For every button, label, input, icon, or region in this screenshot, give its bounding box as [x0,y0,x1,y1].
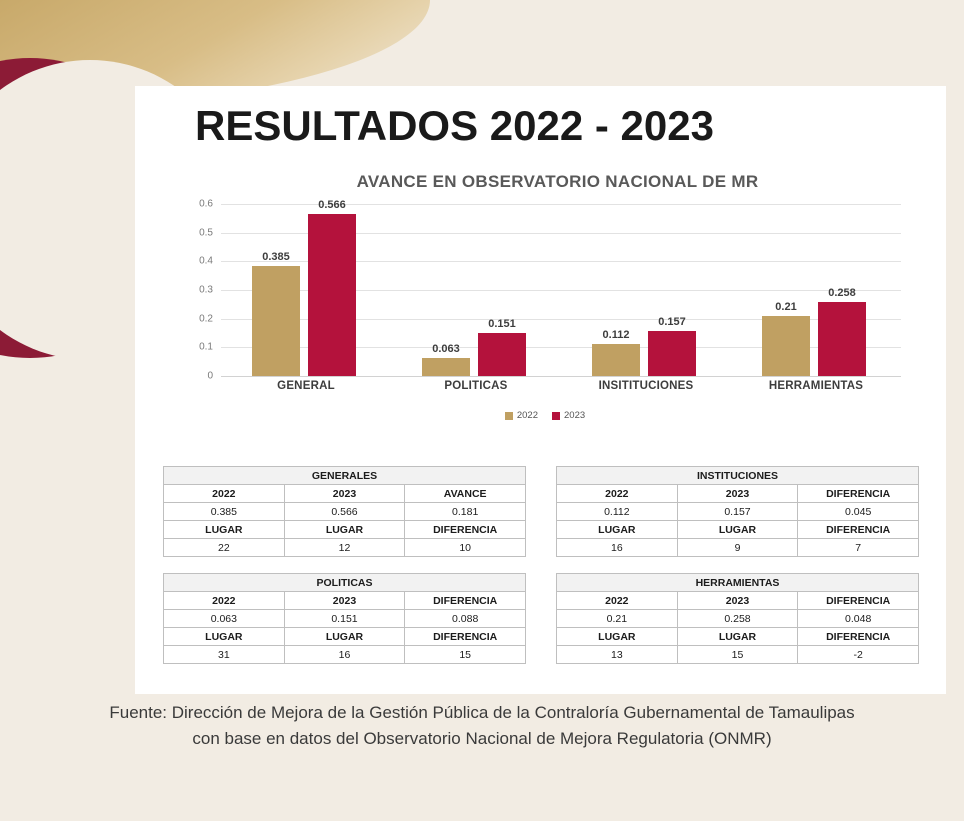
table-row [557,610,919,628]
column-header: LUGAR [557,521,678,539]
bar-2022-general [252,250,300,376]
tables-right-column [556,466,919,680]
table-row [164,539,526,557]
table-cell: 10 [405,539,526,557]
column-header: DIFERENCIA [405,628,526,646]
table-cell: 0.566 [284,503,405,521]
column-header: DIFERENCIA [798,628,919,646]
legend-item-2023 [552,410,585,421]
footer-line-2: con base en datos del Observatorio Nacional de Mejora Regulatoria (ONMR) [192,729,772,749]
table-row [164,574,526,592]
bar-2023-politicas [478,317,526,376]
bar-value-label: 0.112 [602,328,630,341]
table-row [557,592,919,610]
table-title: GENERALES [164,467,526,485]
y-axis-tick: 0.5 [199,227,213,239]
bar-value-label: 0.21 [775,300,797,313]
table-row [557,467,919,485]
table-row [557,539,919,557]
table-cell: 0.21 [557,610,678,628]
bar-group [221,198,391,392]
table-row [164,628,526,646]
column-header: LUGAR [284,628,405,646]
bar-value-label: 0.258 [828,287,856,300]
chart-title: AVANCE EN OBSERVATORIO NACIONAL DE MR [356,172,759,191]
y-axis-tick: 0 [207,370,213,382]
column-header: DIFERENCIA [405,592,526,610]
table-cell: 15 [405,646,526,664]
bar-value-label: 0.385 [262,250,290,263]
table-row [164,610,526,628]
table-cell: 0.112 [557,503,678,521]
footer-line-1: Fuente: Dirección de Mejora de la Gestión Pública de la Contraloría Gubernamental de Tamaulipas [109,703,855,722]
table-herramientas [556,573,919,664]
table-row [164,592,526,610]
table-cell: 0.181 [405,503,526,521]
table-cell: 9 [677,539,798,557]
bar-2022-insitituciones [592,328,640,376]
y-axis-tick: 0.6 [199,198,213,210]
column-header: LUGAR [557,628,678,646]
table-cell: 0.045 [798,503,919,521]
table-cell: 0.088 [405,610,526,628]
table-generales [163,466,526,557]
table-cell: 7 [798,539,919,557]
table-row [164,467,526,485]
legend-swatch-icon [552,412,560,420]
y-axis-tick: 0.4 [199,255,213,267]
x-axis-label: HERRAMIENTAS [768,380,864,392]
table-row [557,646,919,664]
bar-value-label: 0.157 [658,316,686,328]
bar-2023-herramientas [818,287,866,376]
column-header: LUGAR [164,628,285,646]
bar-group [391,204,561,392]
table-cell: 16 [557,539,678,557]
table-politicas [163,573,526,664]
column-header: 2022 [557,592,678,610]
column-header: 2023 [284,485,405,503]
table-cell: 31 [164,646,285,664]
bar-chart [175,172,915,452]
bar-value-label: 0.566 [318,198,346,211]
column-header: 2022 [557,485,678,503]
tables-container [163,466,919,680]
column-header: 2023 [677,485,798,503]
y-axis-tick: 0.2 [199,313,213,325]
legend-swatch-icon [505,412,513,420]
column-header: 2023 [677,592,798,610]
bar-group [561,204,731,392]
table-title: POLITICAS [164,574,526,592]
bar-2023-insitituciones [648,316,696,376]
table-cell: 0.063 [164,610,285,628]
x-axis-label: POLITICAS [444,380,508,392]
chart-plot-area [175,198,915,421]
y-axis-tick: 0.3 [199,284,213,296]
table-title: INSTITUCIONES [557,467,919,485]
bar-group [731,204,901,392]
table-cell: 0.151 [284,610,405,628]
table-title: HERRAMIENTAS [557,574,919,592]
footer-source [0,700,964,753]
column-header: 2023 [284,592,405,610]
table-cell: 12 [284,539,405,557]
table-row [557,485,919,503]
table-cell: 15 [677,646,798,664]
page-title: RESULTADOS 2022 - 2023 [195,102,714,149]
column-header: LUGAR [677,521,798,539]
legend-item-2022 [505,410,538,421]
table-row [164,521,526,539]
column-header: 2022 [164,592,285,610]
bar-2022-politicas [422,342,470,376]
table-cell: 0.258 [677,610,798,628]
table-row [164,485,526,503]
column-header: LUGAR [164,521,285,539]
y-axis-tick: 0.1 [199,341,213,353]
y-axis [175,198,219,382]
column-header: DIFERENCIA [798,521,919,539]
table-row [557,628,919,646]
bar-2023-general [308,198,356,376]
table-cell: 0.157 [677,503,798,521]
column-header: DIFERENCIA [798,485,919,503]
chart-legend [175,410,915,421]
table-row [557,574,919,592]
column-header: LUGAR [284,521,405,539]
plot-canvas [221,198,901,392]
table-row [164,503,526,521]
slide-card [135,86,946,694]
table-cell: 16 [284,646,405,664]
x-axis-label: GENERAL [277,380,335,392]
table-instituciones [556,466,919,557]
table-cell: 13 [557,646,678,664]
table-row [164,646,526,664]
column-header: DIFERENCIA [405,521,526,539]
column-header: 2022 [164,485,285,503]
bar-value-label: 0.063 [432,342,460,355]
tables-left-column [163,466,526,680]
x-axis-label: INSITITUCIONES [598,380,694,392]
table-cell: 0.385 [164,503,285,521]
bar-value-label: 0.151 [488,317,516,330]
column-header: DIFERENCIA [798,592,919,610]
table-cell: 22 [164,539,285,557]
legend-label: 2022 [516,410,538,421]
column-header: AVANCE [405,485,526,503]
table-row [557,503,919,521]
column-header: LUGAR [677,628,798,646]
bar-2022-herramientas [762,300,810,376]
table-cell: -2 [798,646,919,664]
table-cell: 0.048 [798,610,919,628]
table-row [557,521,919,539]
legend-label: 2023 [564,410,586,421]
